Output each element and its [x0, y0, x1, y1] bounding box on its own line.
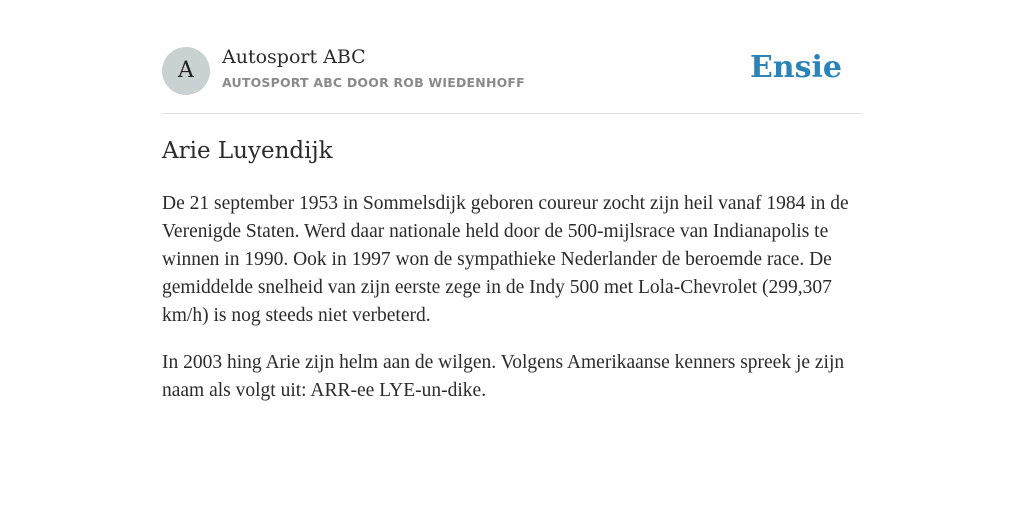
- source-name[interactable]: Autosport ABC: [222, 46, 366, 68]
- article-title: Arie Luyendijk: [162, 138, 333, 164]
- header-divider: [162, 113, 862, 114]
- article-body: [162, 190, 862, 424]
- avatar[interactable]: A: [162, 47, 210, 95]
- article-paragraph: In 2003 hing Arie zijn helm aan de wilgen. Volgens Amerikaanse kenners spreek je zijn naam als volgt uit: ARR-ee LYE-un-dike.: [162, 352, 845, 401]
- brand-logo-link[interactable]: Ensie: [749, 50, 842, 85]
- source-subtitle: AUTOSPORT ABC DOOR ROB WIEDENHOFF: [222, 75, 525, 90]
- article-paragraph: De 21 september 1953 in Sommelsdijk geboren coureur zocht zijn heil vanaf 1984 in de Verenigde Staten. Werd daar nationale held door de 500-mijlsrace van Indianapolis te winnen in 1990. Ook in 1997 won de sympathieke Nederlander de beroemde race. De gemiddelde snelheid van zijn eerste zege in de Indy 500 met Lola-Chevrolet (299,307 km/h) is nog steeds niet verbeterd.: [162, 193, 849, 326]
- source-header: [162, 46, 862, 96]
